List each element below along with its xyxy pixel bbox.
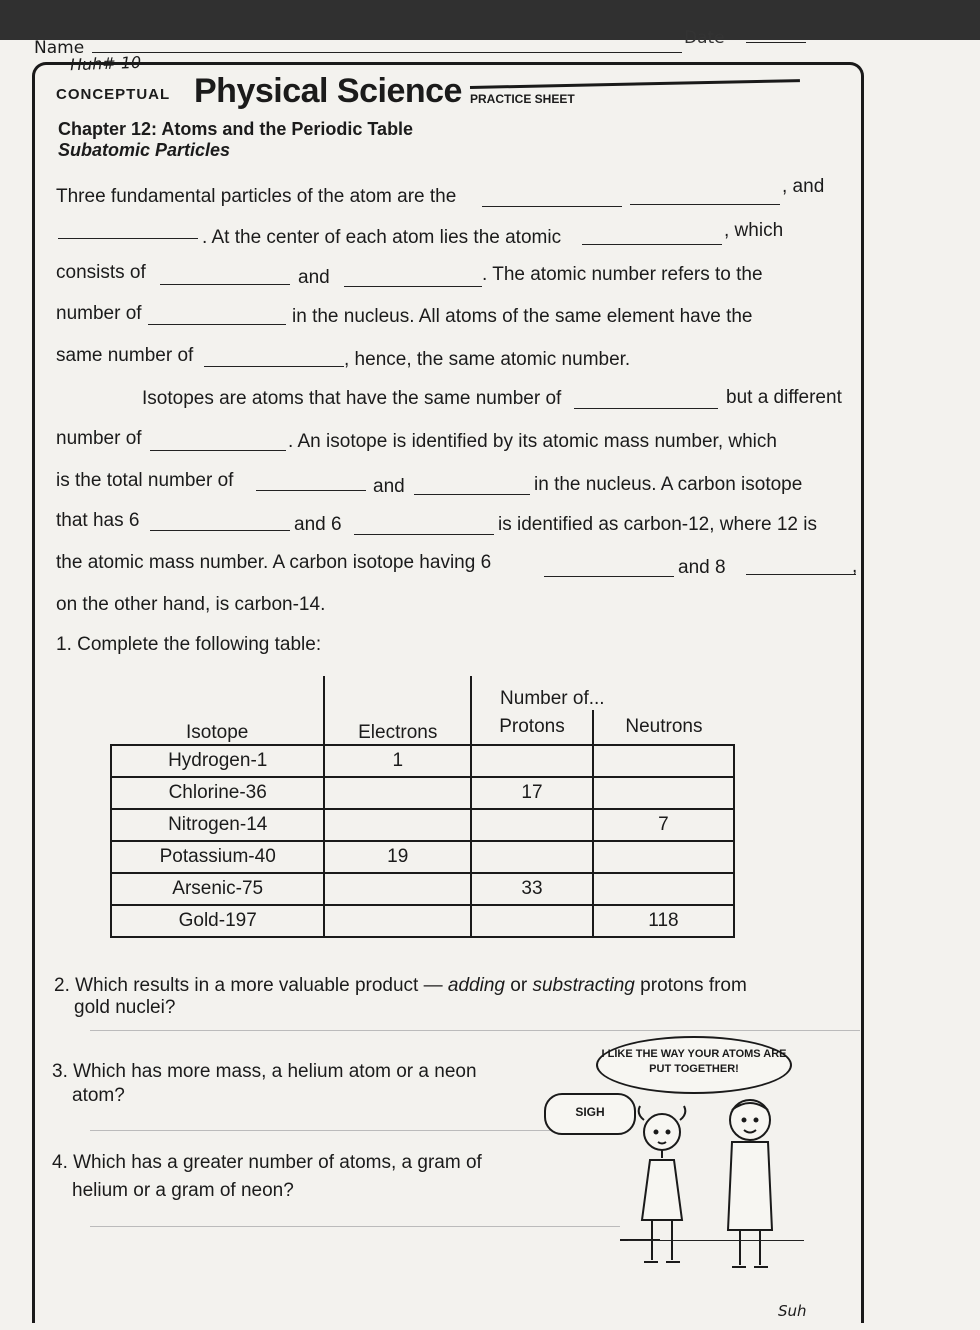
- chapter-title: Chapter 12: Atoms and the Periodic Table: [58, 119, 414, 139]
- question-2-cont: gold nuclei?: [74, 997, 176, 1018]
- cell-isotope: Arsenic-75: [111, 873, 324, 905]
- p2-line2b: . An isotope is identified by its atomic mass number, which: [288, 431, 777, 452]
- table-row: [111, 777, 734, 809]
- table-row: [111, 905, 734, 937]
- cell-protons[interactable]: [471, 841, 593, 873]
- p2-line2a: number of: [56, 428, 142, 449]
- cell-electrons[interactable]: 19: [324, 841, 471, 873]
- blank-p1-5: [160, 284, 290, 285]
- blank-p1-7: [148, 324, 286, 325]
- question-2: [54, 975, 747, 997]
- cell-electrons[interactable]: [324, 905, 471, 937]
- cell-isotope: Chlorine-36: [111, 777, 324, 809]
- date-line: [746, 42, 806, 43]
- header-neutrons: Neutrons: [593, 710, 734, 745]
- cell-isotope: Nitrogen-14: [111, 809, 324, 841]
- p2-line3a: is the total number of: [56, 470, 234, 491]
- blank-p1-1: [482, 206, 622, 207]
- table-row: [111, 841, 734, 873]
- top-dark-bar: [0, 0, 980, 40]
- cartoon-illustration-icon: [600, 1080, 820, 1280]
- p2-line1b: but a different: [726, 387, 842, 408]
- practice-sheet-label: PRACTICE SHEET: [470, 92, 575, 106]
- cartoon-ground-line: [628, 1240, 804, 1241]
- table-row: [111, 873, 734, 905]
- cell-neutrons[interactable]: [593, 745, 734, 777]
- date-label: Date: [684, 28, 725, 48]
- question-3-cont: atom?: [72, 1085, 125, 1106]
- q2-text-e: protons from: [640, 975, 747, 996]
- p1-line1b: , and: [782, 176, 825, 197]
- cell-neutrons[interactable]: [593, 841, 734, 873]
- cell-isotope: Hydrogen-1: [111, 745, 324, 777]
- blank-p1-4: [582, 244, 722, 245]
- p2-line4c: is identified as carbon-12, where 12 is: [498, 514, 817, 535]
- p2-line6a: on the other hand, is carbon-14.: [56, 594, 326, 615]
- table-row: [111, 745, 734, 777]
- blank-p2-5: [150, 530, 290, 531]
- brand-physical-science: Physical Science: [194, 72, 462, 110]
- p1-line3a: consists of: [56, 262, 146, 283]
- p2-line5b: and 8: [678, 557, 726, 578]
- cell-protons[interactable]: [471, 905, 593, 937]
- q2-text-or: or: [510, 975, 528, 996]
- question-4-cont: helium or a gram of neon?: [72, 1180, 294, 1201]
- cell-protons[interactable]: [471, 745, 593, 777]
- header-number-of: Number of...: [471, 676, 734, 710]
- cell-protons[interactable]: [471, 809, 593, 841]
- cell-neutrons[interactable]: [593, 873, 734, 905]
- cell-isotope: Gold-197: [111, 905, 324, 937]
- header-isotope: Isotope: [111, 676, 324, 745]
- header-protons: Protons: [471, 710, 593, 745]
- blank-p1-3: [58, 238, 198, 239]
- answer-line-3[interactable]: [90, 1130, 620, 1131]
- section-title: Subatomic Particles: [58, 140, 231, 160]
- p2-line5a: the atomic mass number. A carbon isotope having 6: [56, 552, 492, 573]
- name-label: Name: [34, 38, 85, 58]
- blank-p1-8: [204, 366, 344, 367]
- q2-text-a: 2. Which results in a more valuable product —: [54, 975, 443, 996]
- blank-p1-6: [344, 286, 482, 287]
- p2-line4a: that has 6: [56, 510, 140, 531]
- cell-isotope: Potassium-40: [111, 841, 324, 873]
- cell-protons[interactable]: 17: [471, 777, 593, 809]
- blank-p2-4: [414, 494, 530, 495]
- thought-bubble: SIGH: [544, 1093, 636, 1135]
- p1-line3b: and: [298, 267, 330, 288]
- blank-p2-8: [746, 574, 856, 575]
- blank-p2-6: [354, 534, 494, 535]
- blank-p2-2: [150, 450, 286, 451]
- cell-electrons[interactable]: 1: [324, 745, 471, 777]
- blank-p2-7: [544, 576, 674, 577]
- cell-neutrons[interactable]: 118: [593, 905, 734, 937]
- q2-adding: adding: [447, 975, 505, 996]
- brand-conceptual: CONCEPTUAL: [56, 86, 171, 103]
- speech-balloon: I LIKE THE WAY YOUR ATOMS ARE PUT TOGETHER!: [596, 1036, 792, 1094]
- answer-line-2[interactable]: [90, 1030, 860, 1031]
- question-1: 1. Complete the following table:: [56, 634, 322, 655]
- cell-neutrons[interactable]: 7: [593, 809, 734, 841]
- question-4: 4. Which has a greater number of atoms, a gram of: [52, 1152, 482, 1173]
- p1-line4b: in the nucleus. All atoms of the same element have the: [292, 306, 753, 327]
- cell-neutrons[interactable]: [593, 777, 734, 809]
- handwritten-note: Huh# 10: [69, 52, 142, 75]
- header-electrons: Electrons: [324, 676, 471, 745]
- cell-electrons[interactable]: [324, 777, 471, 809]
- cell-protons[interactable]: 33: [471, 873, 593, 905]
- question-3: 3. Which has more mass, a helium atom or a neon: [52, 1061, 477, 1082]
- p1-line2a: . At the center of each atom lies the atomic: [202, 227, 562, 248]
- blank-p1-2: [630, 204, 780, 205]
- blank-p2-3: [256, 490, 366, 491]
- p2-line3b: and: [373, 476, 405, 497]
- p1-line5a: same number of: [56, 345, 194, 366]
- cell-electrons[interactable]: [324, 809, 471, 841]
- blank-p2-1: [574, 408, 718, 409]
- p1-line1a: Three fundamental particles of the atom are the: [56, 186, 457, 207]
- isotope-table: [110, 676, 735, 938]
- p2-line3c: in the nucleus. A carbon isotope: [534, 474, 803, 495]
- p2-line1a: Isotopes are atoms that have the same number of: [142, 388, 562, 409]
- p1-line4a: number of: [56, 303, 142, 324]
- cartoonist-signature: Suh: [778, 1302, 807, 1320]
- answer-line-4[interactable]: [90, 1226, 620, 1227]
- q2-substracting: substracting: [532, 975, 635, 996]
- p2-line4b: and 6: [294, 514, 342, 535]
- cell-electrons[interactable]: [324, 873, 471, 905]
- p1-line2b: , which: [724, 220, 784, 241]
- name-line: [92, 52, 682, 53]
- p1-line3c: . The atomic number refers to the: [482, 264, 763, 285]
- table-row: [111, 809, 734, 841]
- p2-line5c: ,: [852, 556, 858, 577]
- p1-line5b: , hence, the same atomic number.: [344, 349, 631, 370]
